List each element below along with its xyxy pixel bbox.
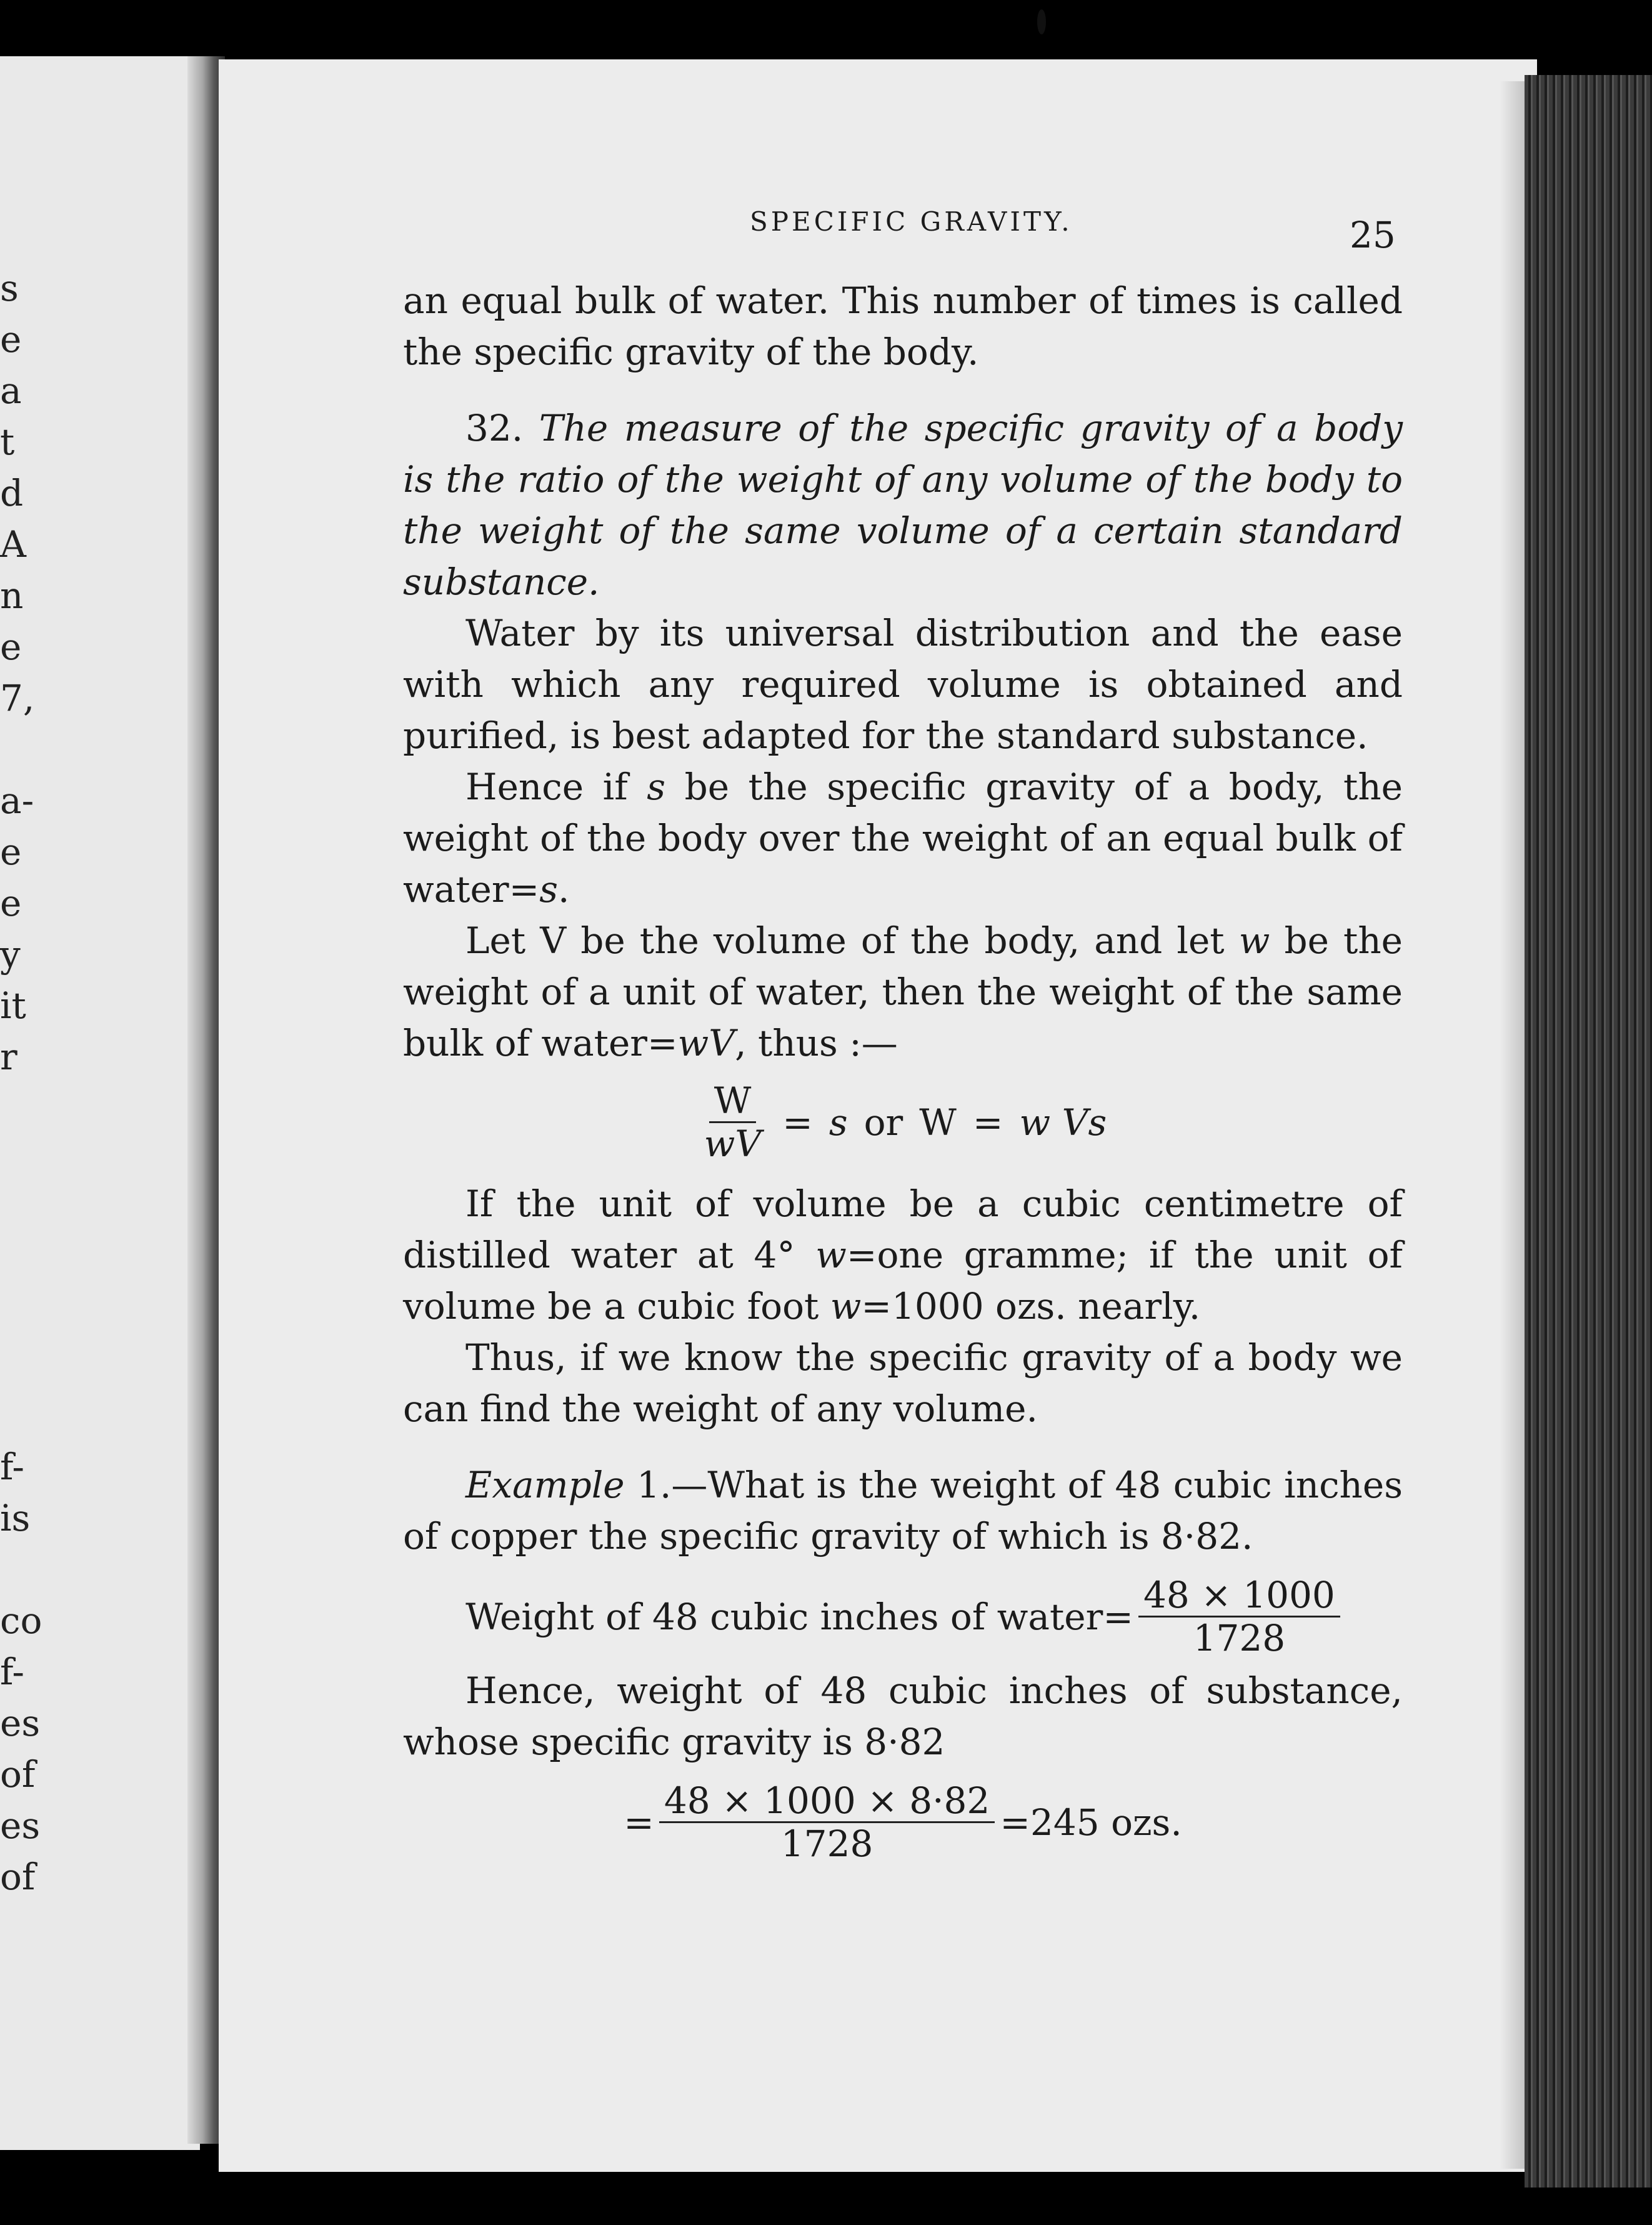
- weight-of-water-line: [403, 1574, 1403, 1659]
- facing-page-fragment: [0, 1390, 22, 1441]
- facing-page-fragment: a-: [0, 779, 34, 822]
- paragraph-hence: [403, 761, 1403, 915]
- facing-page-fragment: 7,: [0, 677, 35, 719]
- facing-page-fragment: f-: [0, 1651, 24, 1693]
- equals-sign: =: [972, 1101, 1003, 1144]
- page-body: [403, 275, 1403, 1871]
- example-1: [403, 1459, 1403, 1562]
- example-label: Example: [465, 1464, 625, 1506]
- facing-page-fragment: [0, 1134, 22, 1185]
- facing-page-fragment: a: [0, 369, 22, 412]
- fraction-numerator: 48 × 1000: [1138, 1574, 1340, 1618]
- facing-page-fragment: it: [0, 984, 26, 1027]
- fraction: [659, 1780, 995, 1864]
- facing-page-fragment: [0, 1185, 22, 1236]
- facing-page-fragment: f-: [0, 1446, 24, 1488]
- text-run: , thus :—: [735, 1022, 898, 1064]
- theorem-32: [403, 402, 1403, 608]
- facing-page-fragment: es: [0, 1804, 41, 1847]
- fraction-denominator: 1728: [780, 1822, 873, 1865]
- facing-page-fragment: A: [0, 523, 26, 566]
- running-head: SPECIFIC GRAVITY.: [750, 206, 1073, 237]
- equals-sign: =: [624, 1801, 654, 1844]
- symbol-w: w: [1238, 919, 1270, 962]
- facing-page-fragment: t: [0, 421, 15, 463]
- facing-page-fragment: [0, 1339, 22, 1390]
- paragraph-water: Water by its universal distribution and the ease with which any required volume is obtained and purified, is best adapted for the standard substance.: [403, 612, 1403, 757]
- facing-page-fragment: of: [0, 1753, 36, 1796]
- facing-page-fragment: [0, 724, 22, 775]
- symbol-s: s: [647, 766, 666, 808]
- example-text: 1.—What is the weight of 48 cubic inches of copper the specific gravity of which is 8·82.: [403, 1464, 1403, 1558]
- book-fore-edge: [1525, 75, 1652, 2188]
- final-calculation: [403, 1780, 1403, 1864]
- text-run: .: [557, 868, 570, 911]
- symbol-s: s: [539, 868, 558, 911]
- or-word: or: [863, 1101, 903, 1144]
- facing-page-fragment: n: [0, 574, 24, 617]
- paragraph-hence-weight: Hence, weight of 48 cubic inches of substance, whose specific gravity is 8·82: [403, 1669, 1403, 1763]
- symbol-W: W: [919, 1101, 957, 1144]
- facing-page-fragment: co: [0, 1599, 42, 1642]
- scan-speck: [1037, 9, 1046, 34]
- text-run: =one gramme; if the unit of volume be a cubic foot: [403, 1234, 1403, 1328]
- facing-page-fragment: e: [0, 626, 22, 668]
- fraction: [699, 1080, 767, 1164]
- facing-page-fragment: d: [0, 472, 24, 514]
- fraction: [1138, 1574, 1340, 1659]
- facing-page-fragment: r: [0, 1036, 17, 1078]
- theorem-number: 32.: [465, 407, 524, 449]
- facing-page-fragment: [0, 1288, 22, 1339]
- paragraph-thus: Thus, if we know the specific gravity of a body we can find the weight of any volume.: [403, 1336, 1403, 1430]
- facing-page-fragment: y: [0, 933, 21, 976]
- facing-page-text: [0, 262, 42, 1902]
- facing-page-fragment: e: [0, 831, 22, 873]
- page-number: 25: [1350, 214, 1396, 256]
- facing-page-fragment: is: [0, 1497, 31, 1539]
- text-run: Let V be the volume of the body, and let: [465, 919, 1225, 962]
- text-run: Hence if: [465, 766, 628, 808]
- symbol-wV: wV: [677, 1022, 735, 1064]
- fraction-denominator: 1728: [1193, 1617, 1286, 1659]
- facing-page-fragment: [0, 1082, 22, 1134]
- fraction-numerator: W: [709, 1080, 757, 1123]
- text-run: =1000 ozs. nearly.: [861, 1285, 1201, 1328]
- fraction-numerator: 48 × 1000 × 8·82: [659, 1780, 995, 1823]
- facing-page-fragment: s: [0, 267, 19, 309]
- fraction-denominator: wV: [704, 1122, 762, 1165]
- formula-specific-gravity: [403, 1080, 1403, 1164]
- text-run: If the unit of volume be a cubic centimetre of distilled water at 4°: [403, 1182, 1403, 1276]
- result-text: =245 ozs.: [1000, 1801, 1182, 1844]
- symbol-s: s: [828, 1101, 848, 1144]
- text-run: Weight of 48 cubic inches of water=: [465, 1595, 1133, 1638]
- facing-page-fragment: e: [0, 318, 22, 361]
- facing-page-fragment: [0, 1544, 22, 1595]
- text-run: be the specific gravity of a body, the weight of the body over the weight of an equal bulk of water=: [403, 766, 1403, 911]
- paragraph-let: [403, 915, 1403, 1069]
- paragraph-unit: [403, 1178, 1403, 1332]
- equals-sign: =: [782, 1101, 813, 1144]
- text-run: be the weight of a unit of water, then the weight of the same bulk of water=: [403, 919, 1403, 1064]
- facing-page-fragment: es: [0, 1702, 41, 1744]
- symbol-w: w: [815, 1234, 847, 1276]
- theorem-text: The measure of the specific gravity of a body is the ratio of the weight of any volume of the body to the weight of the same volume of a certain standard substance.: [403, 407, 1403, 603]
- facing-page-fragment: e: [0, 882, 22, 924]
- facing-page-fragment: [0, 1236, 22, 1288]
- symbol-w: w: [830, 1285, 862, 1328]
- paragraph-continuation: an equal bulk of water. This number of times is called the specific gravity of the body.: [403, 279, 1403, 373]
- facing-page-fragment: of: [0, 1856, 36, 1898]
- formula-rhs: w Vs: [1019, 1101, 1107, 1144]
